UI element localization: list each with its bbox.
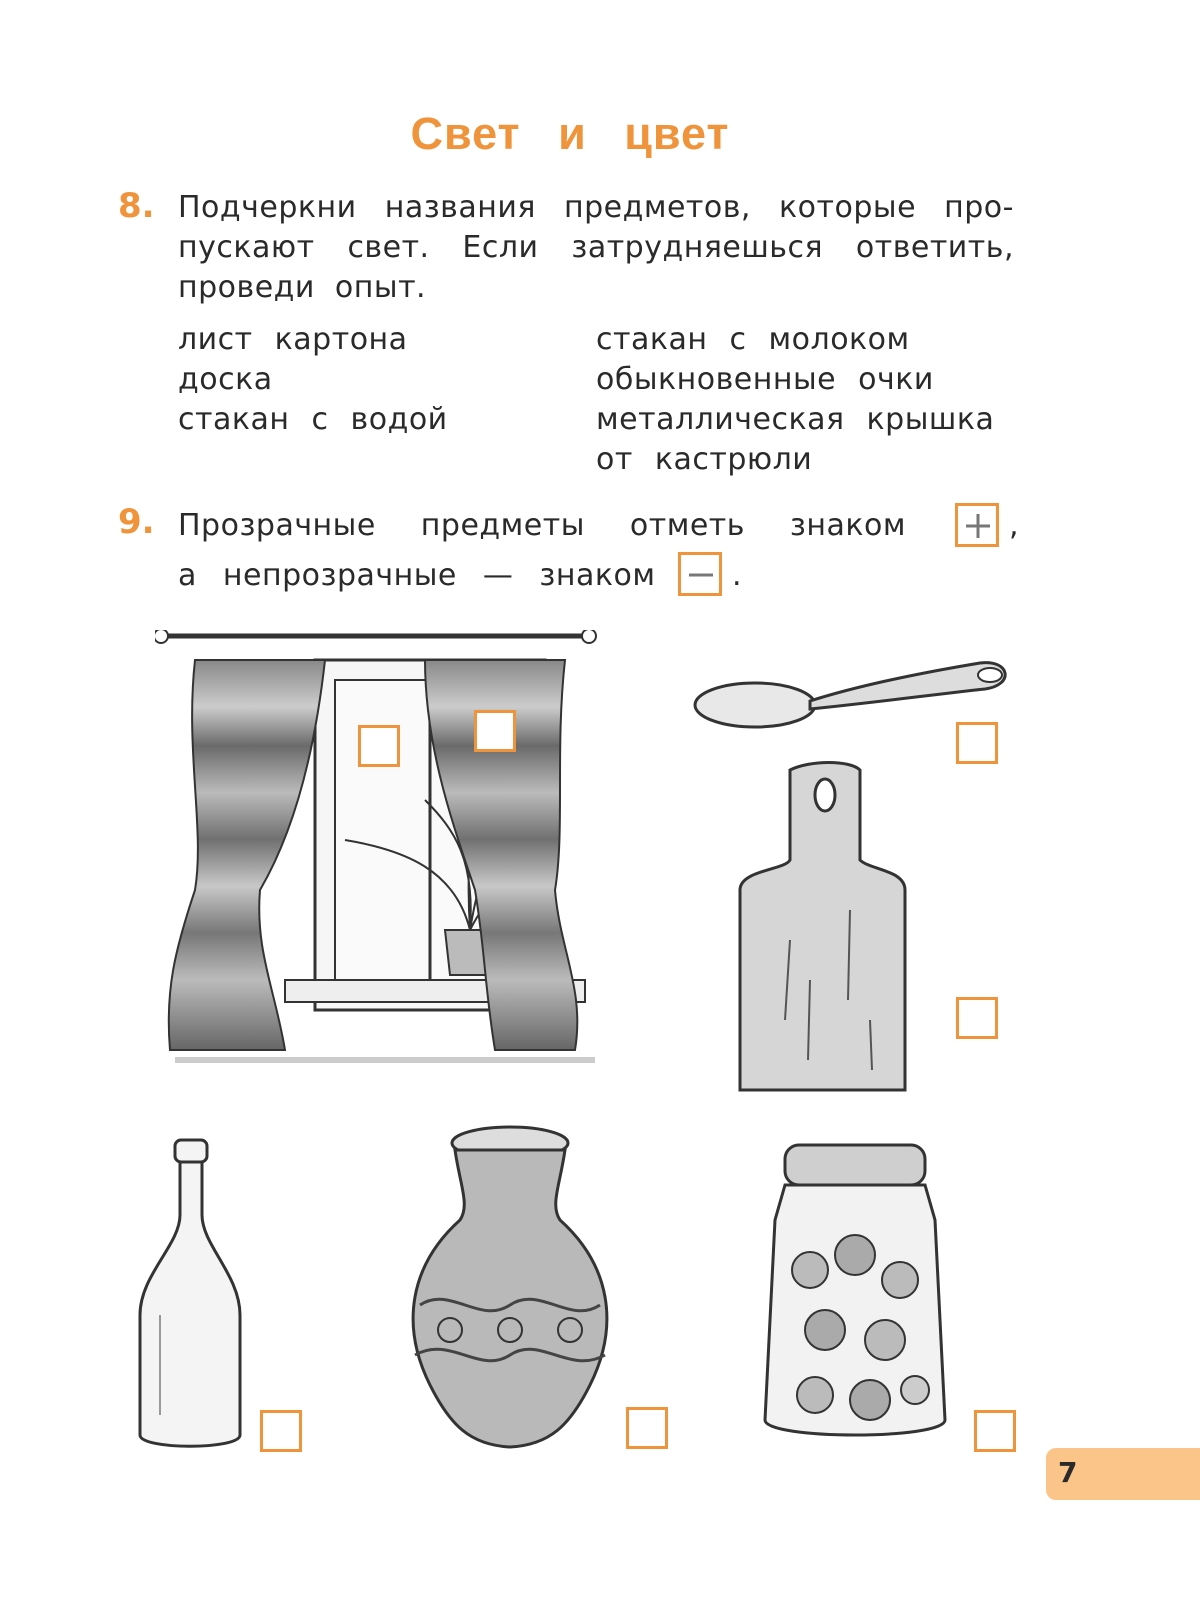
task-8-left-list bbox=[178, 320, 448, 440]
task-8-line-2 bbox=[178, 228, 1014, 268]
word: знаком bbox=[789, 508, 906, 543]
word: затрудняешься bbox=[571, 230, 824, 265]
word: ответить, bbox=[855, 230, 1014, 265]
list-item[interactable]: лист картона bbox=[178, 322, 408, 357]
answer-box-window[interactable] bbox=[358, 725, 400, 767]
list-item[interactable]: стакан с водой bbox=[178, 402, 448, 437]
list-item[interactable]: стакан с молоком bbox=[596, 322, 910, 357]
task-9-comma: , bbox=[1009, 508, 1020, 543]
window-curtains-illustration bbox=[155, 630, 615, 1080]
word: про- bbox=[944, 190, 1014, 225]
list-item[interactable]: доска bbox=[178, 362, 273, 397]
minus-sign-icon bbox=[678, 552, 722, 596]
list-item[interactable]: металлическая крышка bbox=[596, 402, 995, 437]
word: Подчеркни bbox=[178, 190, 357, 225]
task-9-period: . bbox=[732, 558, 743, 593]
word: предметы bbox=[420, 508, 585, 543]
plus-sign-icon bbox=[955, 503, 999, 547]
page-number: 7 bbox=[1058, 1456, 1078, 1489]
answer-box-vase[interactable] bbox=[626, 1407, 668, 1449]
answer-box-jar[interactable] bbox=[974, 1410, 1016, 1452]
page-title: Свет и цвет bbox=[410, 108, 730, 159]
answer-box-curtain[interactable] bbox=[474, 710, 516, 752]
word: Если bbox=[462, 230, 539, 265]
word: которые bbox=[779, 190, 917, 225]
list-item[interactable]: обыкновенные очки bbox=[596, 362, 934, 397]
word: свет. bbox=[347, 230, 430, 265]
word: предметов, bbox=[563, 190, 751, 225]
answer-box-board[interactable] bbox=[956, 997, 998, 1039]
glass-bottle-illustration bbox=[130, 1135, 250, 1455]
word: отметь bbox=[629, 508, 745, 543]
task-9-number: 9. bbox=[118, 502, 155, 542]
task-9-line-2: а непрозрачные — знаком bbox=[178, 558, 656, 593]
answer-box-spoon[interactable] bbox=[956, 722, 998, 764]
task-8-line-1 bbox=[178, 188, 1014, 228]
word: пускают bbox=[178, 230, 315, 265]
word: названия bbox=[384, 190, 536, 225]
task-8-right-list bbox=[596, 320, 994, 480]
word: Прозрачные bbox=[178, 508, 376, 543]
answer-box-bottle[interactable] bbox=[260, 1410, 302, 1452]
task-9-line-1 bbox=[178, 506, 906, 546]
clay-vase-illustration bbox=[400, 1125, 620, 1455]
cutting-board-illustration bbox=[730, 760, 920, 1100]
task-8-number: 8. bbox=[118, 186, 155, 226]
task-8-line-3: проведи опыт. bbox=[178, 270, 427, 305]
page-number-tab bbox=[1046, 1448, 1200, 1500]
list-item[interactable]: от кастрюли bbox=[596, 442, 813, 477]
jar-of-apples-illustration bbox=[755, 1140, 955, 1450]
